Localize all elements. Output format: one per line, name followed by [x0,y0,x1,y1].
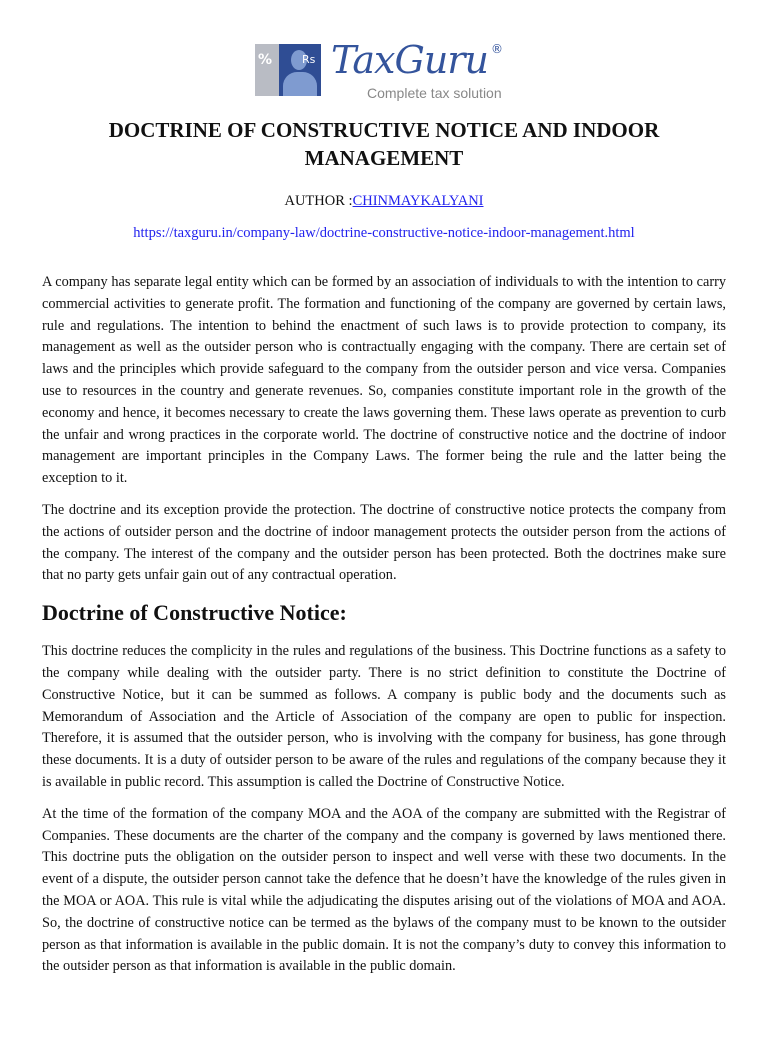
document-title: DOCTRINE OF CONSTRUCTIVE NOTICE AND INDOOR MANAGEMENT [108,118,660,170]
rupee-symbol: Rs [302,53,316,66]
document-body [42,272,726,978]
logo-wordmark-row [331,40,503,80]
logo-tagline: Complete tax solution [367,85,502,101]
percent-symbol: % [258,52,273,68]
taxguru-logo [255,40,517,104]
author-label: AUTHOR : [284,193,353,209]
registered-mark: ® [490,42,503,56]
logo-percent-block [255,44,279,96]
logo-person-icon [279,44,321,96]
logo-wordmark: TaxGuru [331,38,488,82]
source-url-link[interactable]: https://taxguru.in/company-law/doctrine-constructive-notice-indoor-management.html [133,225,635,241]
author-line [0,192,768,210]
paragraph: This doctrine reduces the complicity in the rules and regulations of the business. This Doctrine functions as a safety to the company while dealing with the outsider party. There is no strict definition to constitute the Doctrine of Constructive Notice, but it can be summed as follows. A company is public body and the documents such as Memorandum of Association and the Article of Association of the company are open to public for inspection. Therefore, it is assumed that the outsider person, who is involving with the company for business, has gone through these documents. It is a duty of outsider person to be aware of the rules and regulations of the company because they it is available in public record. This assumption is called the Doctrine of Constructive Notice. [42,643,726,790]
author-link[interactable]: CHINMAYKALYANI [352,193,484,209]
paragraph: The doctrine and its exception provide the protection. The doctrine of constructive notice protects the company from the actions of outsider person and the doctrine of indoor management protects the outsider person from the actions of the company. The interest of the company and the outsider person has been protected. Both the doctrines make sure that no party gets unfair gain out of any contractual operation. [42,501,726,584]
paragraph: At the time of the formation of the company MOA and the AOA of the company are submitted with the Registrar of Companies. These documents are the charter of the company and the company is governed by laws mentioned there. This doctrine puts the obligation on the outsider person to inspect and well verse with these two documents. In the event of a dispute, the outsider person cannot take the defence that he doesn’t have the knowledge of the rules given in the MOA or AOA. This rule is vital while the adjudicating the disputes arising out of the violations of MOA and AOA. So, the doctrine of constructive notice can be termed as the bylaws of the company must to be known to the outsider person as that information is available in the public domain. It is not the company’s duty to convey this information to the outsider person as that information is available in the public domain. [42,805,726,975]
paragraph: A company has separate legal entity which can be formed by an association of individuals to with the intention to carry commercial activities to generate profit. The formation and functioning of the company are governed by certain laws, rule and regulations. The intention to behind the enactment of such laws is to provide protection to company, its management as well as the outsider person who is contractually engaging with the company. There are certain set of laws and the principles which provide safeguard to the company from the outsider person and vice versa. Companies use to resources in the country and generate revenues. So, companies constitute important role in the growth of the economy and hence, it becomes necessary to create the laws governing them. These laws operate as prevention to curb the unfair and wrong practices in the corporate world. The doctrine of constructive notice and the doctrine of indoor management are important principles in the Company Laws. The former being the rule and the latter being the exception to it. [42,274,726,487]
section-heading: Doctrine of Constructive Notice: [42,600,347,626]
